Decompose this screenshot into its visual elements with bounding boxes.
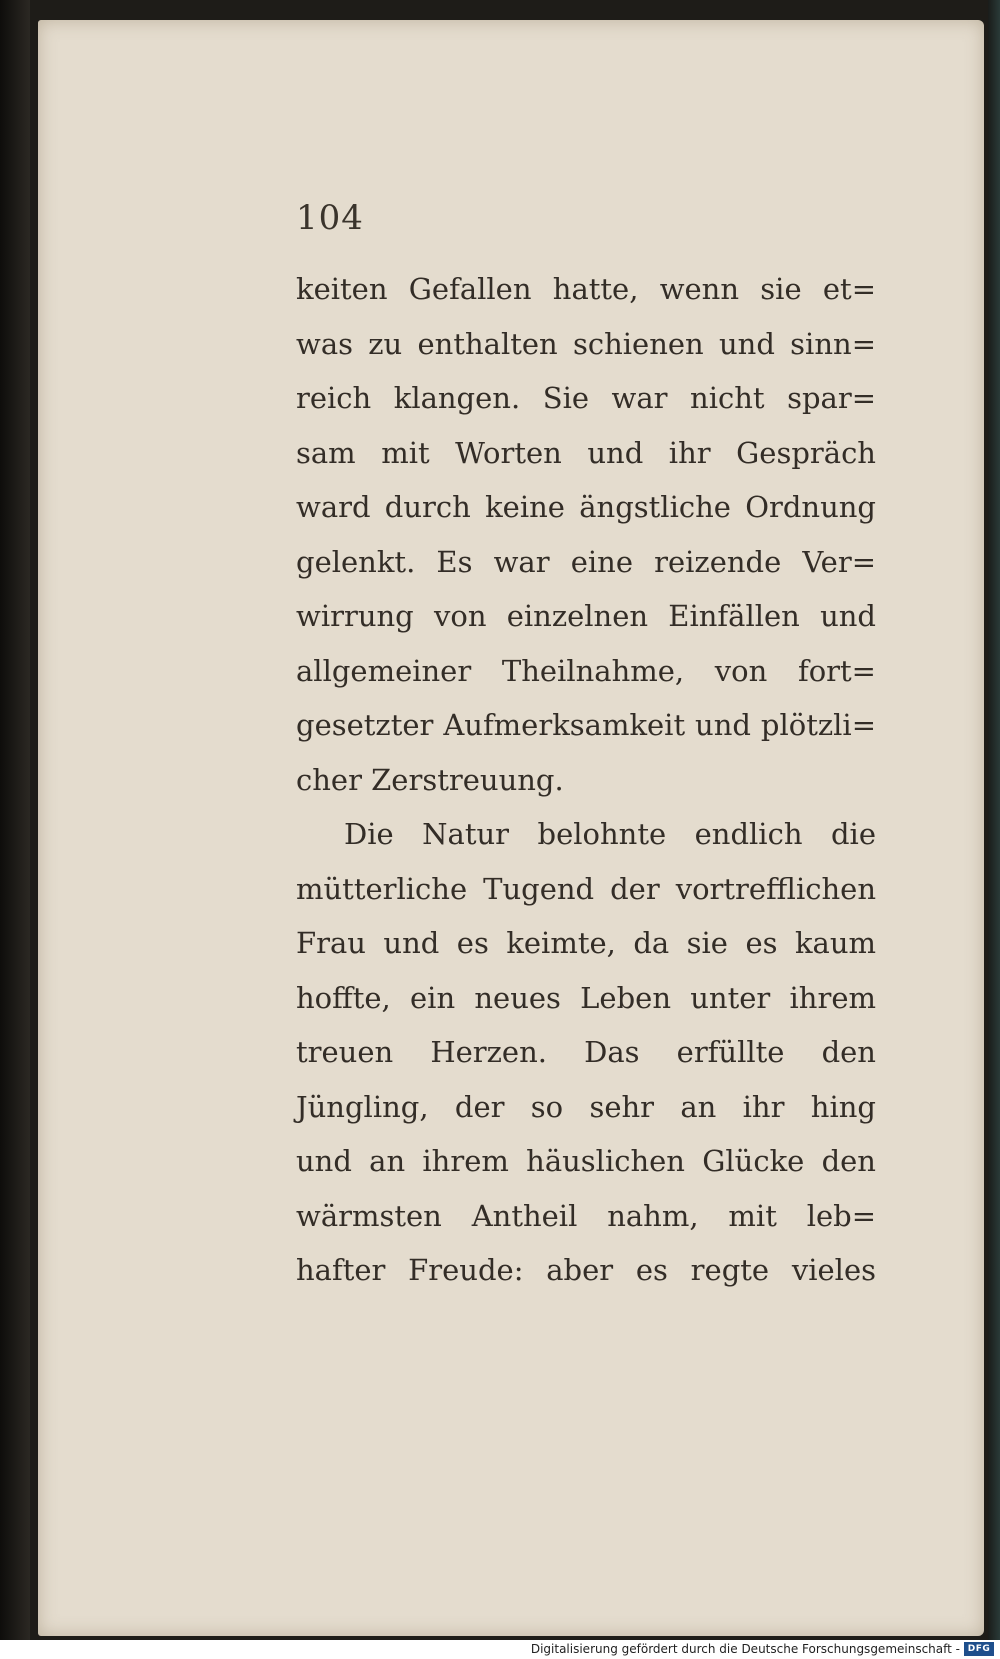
text-line: Jüngling, der so sehr an ihr hing: [296, 1089, 876, 1124]
text-line: allgemeiner Theilnahme, von fort=: [296, 653, 876, 688]
text-line: ward durch keine ängstliche Ordnung: [296, 490, 876, 524]
text-line: treuen Herzen. Das erfüllte den: [296, 1035, 876, 1069]
paragraph-start-line: Die Natur belohnte endlich die: [344, 817, 876, 851]
text-line: keiten Gefallen hatte, wenn sie et=: [296, 272, 876, 306]
text-line: gelenkt. Es war eine reizende Ver=: [296, 544, 876, 579]
page-number: 104: [296, 198, 364, 238]
book-page: [38, 20, 984, 1636]
text-line: mütterliche Tugend der vortrefflichen: [296, 871, 876, 906]
text-line: wärmsten Antheil nahm, mit leb=: [296, 1198, 876, 1233]
dfg-logo: DFG: [964, 1642, 994, 1656]
text-line: und an ihrem häuslichen Glücke den: [296, 1144, 876, 1178]
text-line: gesetzter Aufmerksamkeit und plötzli=: [296, 708, 876, 742]
text-line: sam mit Worten und ihr Gespräch: [296, 435, 876, 470]
text-line: wirrung von einzelnen Einfällen und: [296, 599, 876, 633]
body-text: [296, 262, 876, 1298]
digitization-footer: [0, 1640, 1000, 1659]
paragraph-end-line: cher Zerstreuung.: [296, 762, 564, 797]
text-line: reich klangen. Sie war nicht spar=: [296, 381, 876, 415]
funding-credit: Digitalisierung gefördert durch die Deutsche Forschungsgemeinschaft -: [530, 1642, 960, 1656]
text-line: hoffte, ein neues Leben unter ihrem: [296, 980, 876, 1015]
text-line: hafter Freude: aber es regte vieles: [296, 1253, 876, 1287]
text-line: Frau und es keimte, da sie es kaum: [296, 926, 876, 960]
text-line: was zu enthalten schienen und sinn=: [296, 326, 876, 361]
